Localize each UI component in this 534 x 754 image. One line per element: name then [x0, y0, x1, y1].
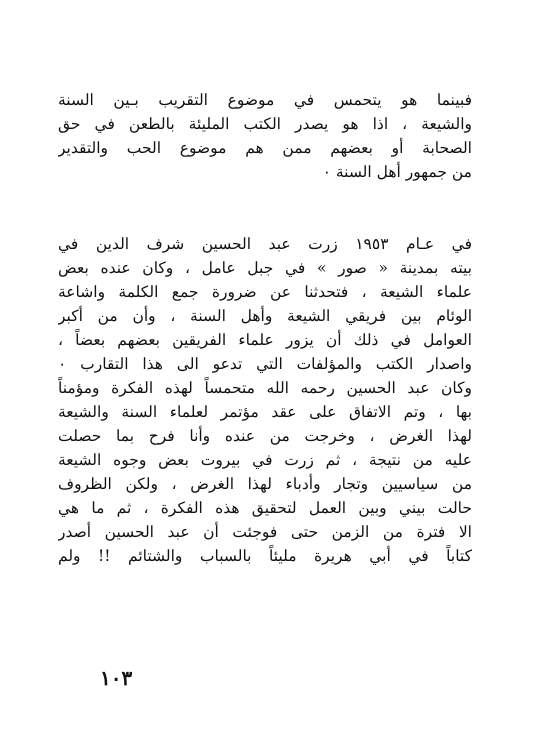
text-line: والشيعة ، اذا هو يصدر الكتب المليئة بالطعن في حق [58, 115, 472, 133]
text-line: كتاباً في أبي هريرة مليئاً بالسباب والشتائم !! ولم [58, 547, 472, 565]
text-line: الصحابة أو بعضهم ممن هم موضوع الحب والتقدير [58, 139, 472, 157]
paragraph-1 [58, 88, 472, 184]
text-line: الوئام بين فريقي الشيعة وأهل السنة ، وأن من أكبر [58, 307, 472, 325]
text-line: العوامل في ذلك أن يزور علماء الفريقين بعضهم بعضاً ، [58, 331, 472, 349]
text-line: حالت بيني وبين العمل لتحقيق هذه الفكرة ، ثم ما هي [58, 499, 472, 517]
text-line: من جمهور أهل السنة ٠ [322, 163, 472, 181]
text-line: لهذا الغرض ، وخرجت من عنده وأنا فرح بما حصلت [58, 427, 472, 445]
text-line: من سياسيين وتجار وأدباء لهذا الغرض ، ولكن الظروف [58, 475, 472, 493]
text-line: واصدار الكتب والمؤلفات التي تدعو الى هذا التقارب ٠ [58, 355, 472, 373]
text-line: وكان عبد الحسين رحمه الله متحمساً لهذه الفكرة ومؤمناً [58, 379, 472, 397]
paragraph-2 [58, 232, 472, 568]
text-line: فبينما هو يتحمس في موضوع التقريب بـين السنة [58, 91, 472, 109]
text-line: بها ، وتم الاتفاق على عقد مؤتمر لعلماء السنة والشيعة [58, 403, 472, 421]
page-number: ١٠٣ [100, 666, 133, 690]
text-line: الا فترة من الزمن حتى فوجئت أن عبد الحسين أصدر [58, 523, 472, 541]
text-line: في عـام ١٩٥٣ زرت عبد الحسين شرف الدين في [58, 235, 472, 253]
text-line: عليه من نتيجة ، ثم زرت في بيروت بعض وجوه الشيعة [58, 451, 472, 469]
text-line: بيته بمدينة « صور » في جبل عامل ، وكان عنده بعض [58, 259, 472, 277]
text-line: علماء الشيعة ، فتحدثنا عن ضرورة جمع الكلمة واشاعة [58, 283, 472, 301]
